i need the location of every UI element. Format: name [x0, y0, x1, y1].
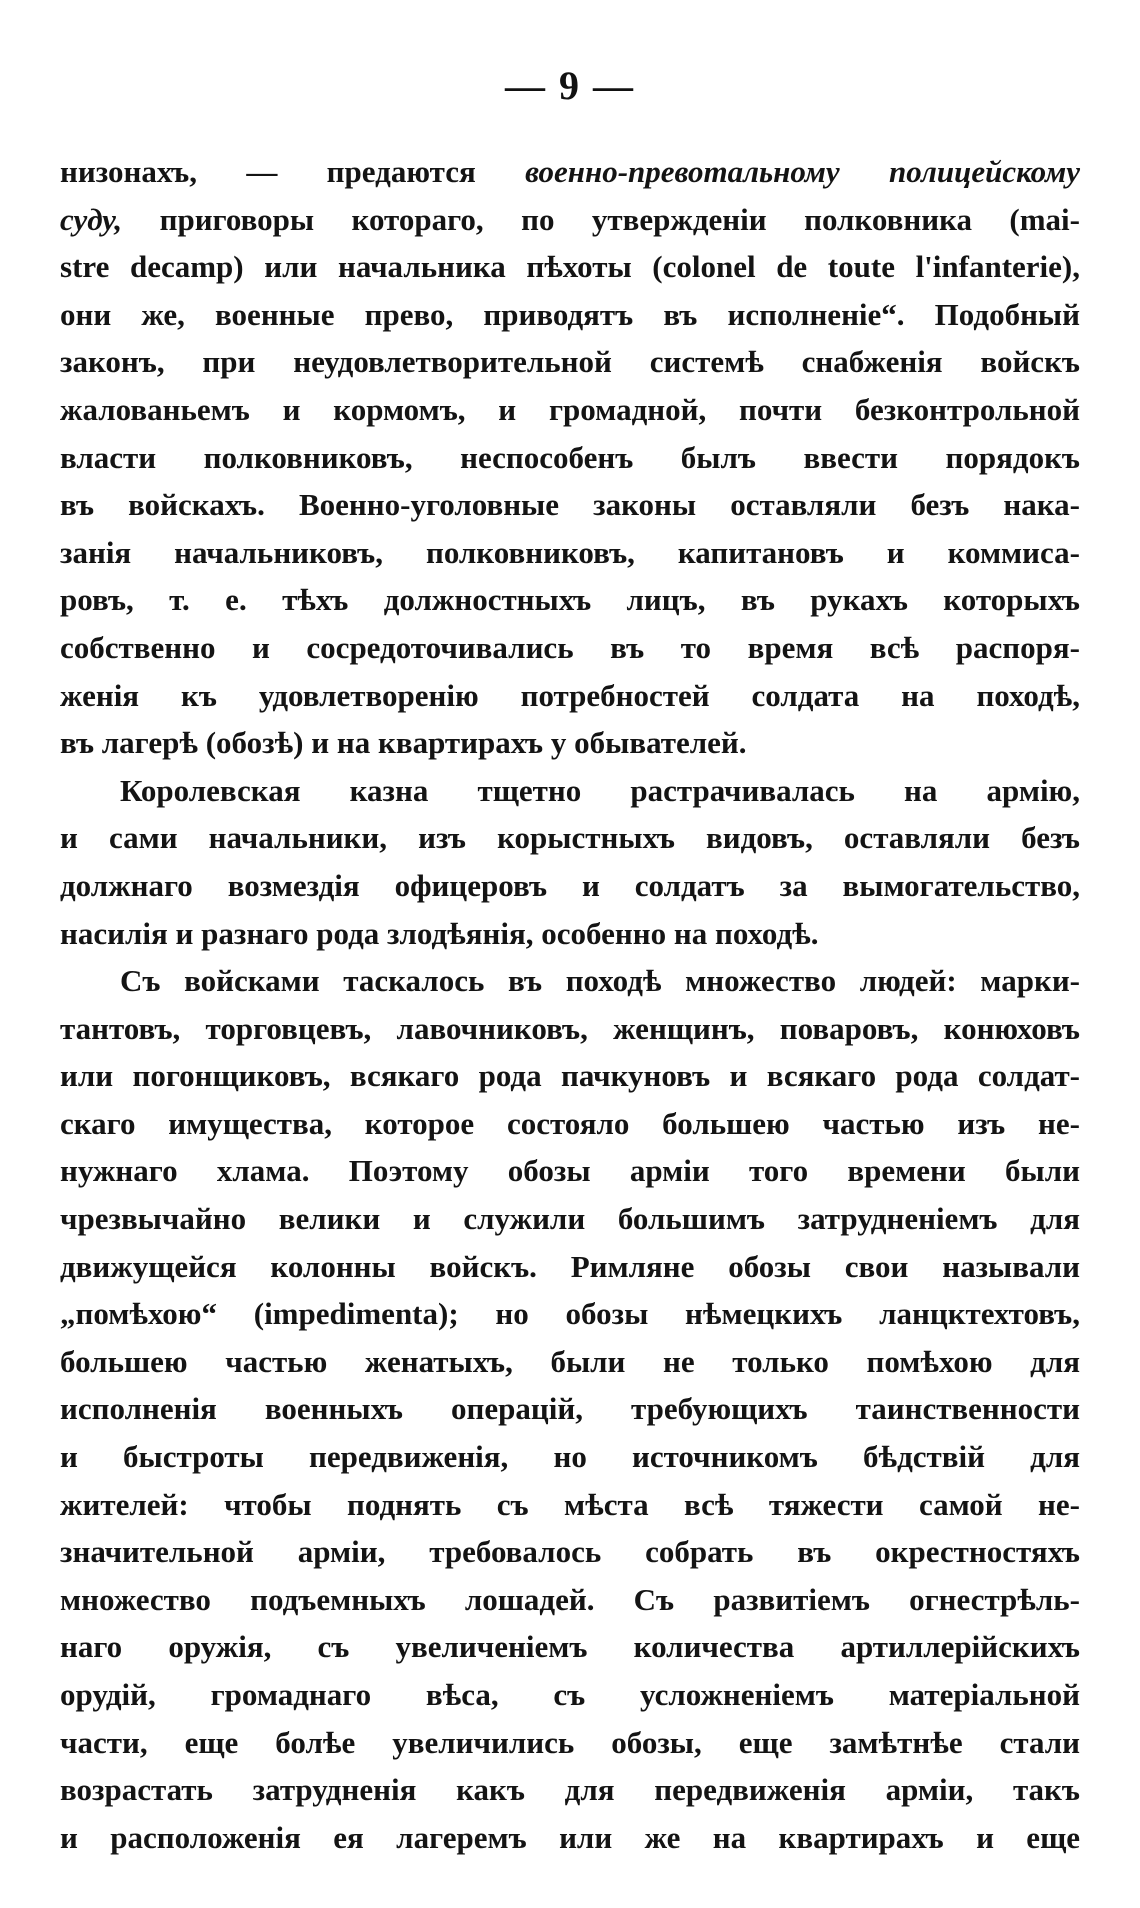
text-segment: чрезвычайно велики и служили большимъ затрудненіемъ для [60, 1201, 1080, 1237]
text-segment: stre decamp) или начальника пѣхоты (colonel de toute l'infanterie), [60, 249, 1080, 285]
text-line [60, 1719, 1080, 1767]
text-line [60, 481, 1080, 529]
text-line [60, 1052, 1080, 1100]
text-segment: власти полковниковъ, неспособенъ былъ ввести порядокъ [60, 439, 1080, 475]
text-line [60, 338, 1080, 386]
text-segment: и сами начальники, изъ корыстныхъ видовъ, оставляли безъ [60, 820, 1080, 856]
text-segment: движущейся колонны войскъ. Римляне обозы свои называли [60, 1248, 1080, 1284]
text-line [60, 1147, 1080, 1195]
text-line [60, 767, 1080, 815]
text-line [60, 196, 1080, 244]
text-segment: исполненія военныхъ операцій, требующихъ таинственности [60, 1391, 1080, 1427]
text-line [60, 1195, 1080, 1243]
text-line [60, 719, 1080, 767]
text-segment: тантовъ, торговцевъ, лавочниковъ, женщинъ, поваровъ, конюховъ [60, 1010, 1080, 1046]
text-segment: скаго имущества, которое состояло большею частью изъ не- [60, 1105, 1080, 1141]
text-line [60, 1481, 1080, 1529]
text-segment: законъ, при неудовлетворительной системѣ снабженія войскъ [60, 344, 1080, 380]
text-segment: Съ войсками таскалось въ походѣ множество людей: марки- [120, 963, 1080, 999]
text-line [60, 291, 1080, 339]
text-line [60, 1290, 1080, 1338]
text-line [60, 529, 1080, 577]
text-line [60, 1671, 1080, 1719]
text-segment: ровъ, т. е. тѣхъ должностныхъ лицъ, въ рукахъ которыхъ [60, 582, 1080, 618]
text-segment: женія къ удовлетворенію потребностей солдата на походѣ, [60, 677, 1080, 713]
text-segment: или погонщиковъ, всякаго рода пачкуновъ и всякаго рода солдат- [60, 1058, 1080, 1094]
text-line [60, 957, 1080, 1005]
text-line [60, 910, 1080, 958]
text-segment: наго оружія, съ увеличеніемъ количества артиллерійскихъ [60, 1629, 1080, 1665]
text-segment: возрастать затрудненія какъ для передвиженія арміи, такъ [60, 1772, 1080, 1808]
text-segment: приговоры котораго, по утвержденіи полковника (mai- [122, 201, 1080, 237]
text-segment: множество подъемныхъ лошадей. Съ развитіемъ огнестрѣль- [60, 1581, 1080, 1617]
text-segment: и быстроты передвиженія, но источникомъ бѣдствій для [60, 1439, 1080, 1475]
text-line [60, 1338, 1080, 1386]
text-segment: они же, военные прево, приводятъ въ исполненіе“. Подобный [60, 296, 1080, 332]
text-segment: въ лагерѣ (обозѣ) и на квартирахъ у обывателей. [60, 725, 747, 761]
text-segment: и расположенія ея лагеремъ или же на квартирахъ и еще [60, 1819, 1080, 1855]
text-line [60, 1814, 1080, 1862]
text-segment: Королевская казна тщетно растрачивалась на армію, [120, 772, 1080, 808]
text-line [60, 624, 1080, 672]
text-line [60, 243, 1080, 291]
text-segment: значительной арміи, требовалось собрать въ окрестностяхъ [60, 1534, 1080, 1570]
text-line [60, 386, 1080, 434]
italic-text: военно-превотальному полицейскому [525, 154, 1080, 189]
text-segment: орудій, громаднаго вѣса, съ усложненіемъ матеріальной [60, 1677, 1080, 1712]
text-segment: „помѣхою“ (impedimenta); но обозы нѣмецкихъ ланцктехтовъ, [60, 1296, 1080, 1332]
text-line [60, 672, 1080, 720]
text-segment: въ войскахъ. Военно-уголовные законы оставляли безъ нака- [60, 487, 1080, 523]
text-line [60, 814, 1080, 862]
text-segment: низонахъ, — предаются [60, 154, 526, 189]
text-segment: занія начальниковъ, полковниковъ, капитановъ и коммиса- [60, 534, 1080, 570]
page-number: — 9 — [505, 63, 635, 108]
text-line [60, 1623, 1080, 1671]
text-line [60, 862, 1080, 910]
text-line [60, 1766, 1080, 1814]
text-line [60, 434, 1080, 482]
text-segment: должнаго возмездія офицеровъ и солдатъ за вымогательство, [60, 867, 1080, 903]
text-line [60, 1100, 1080, 1148]
text-segment: большею частью женатыхъ, были не только помѣхою для [60, 1343, 1080, 1379]
text-line [60, 1528, 1080, 1576]
text-segment: собственно и сосредоточивались въ то время всѣ распоря- [60, 629, 1080, 665]
text-segment: жалованьемъ и кормомъ, и громадной, почти безконтрольной [60, 391, 1080, 427]
text-line [60, 148, 1080, 196]
text-segment: жителей: чтобы поднять съ мѣста всѣ тяжести самой не- [60, 1486, 1080, 1522]
text-line [60, 1243, 1080, 1291]
text-segment: части, еще болѣе увеличились обозы, еще замѣтнѣе стали [60, 1724, 1080, 1760]
text-line [60, 1433, 1080, 1481]
italic-text: суду, [60, 201, 123, 237]
text-segment: насилія и разнаго рода злодѣянія, особенно на походѣ. [60, 915, 819, 951]
text-line [60, 1576, 1080, 1624]
text-line [60, 1005, 1080, 1053]
text-segment: нужнаго хлама. Поэтому обозы арміи того времени были [60, 1153, 1080, 1189]
text-line [60, 576, 1080, 624]
body-text [60, 148, 1080, 1861]
text-line [60, 1385, 1080, 1433]
